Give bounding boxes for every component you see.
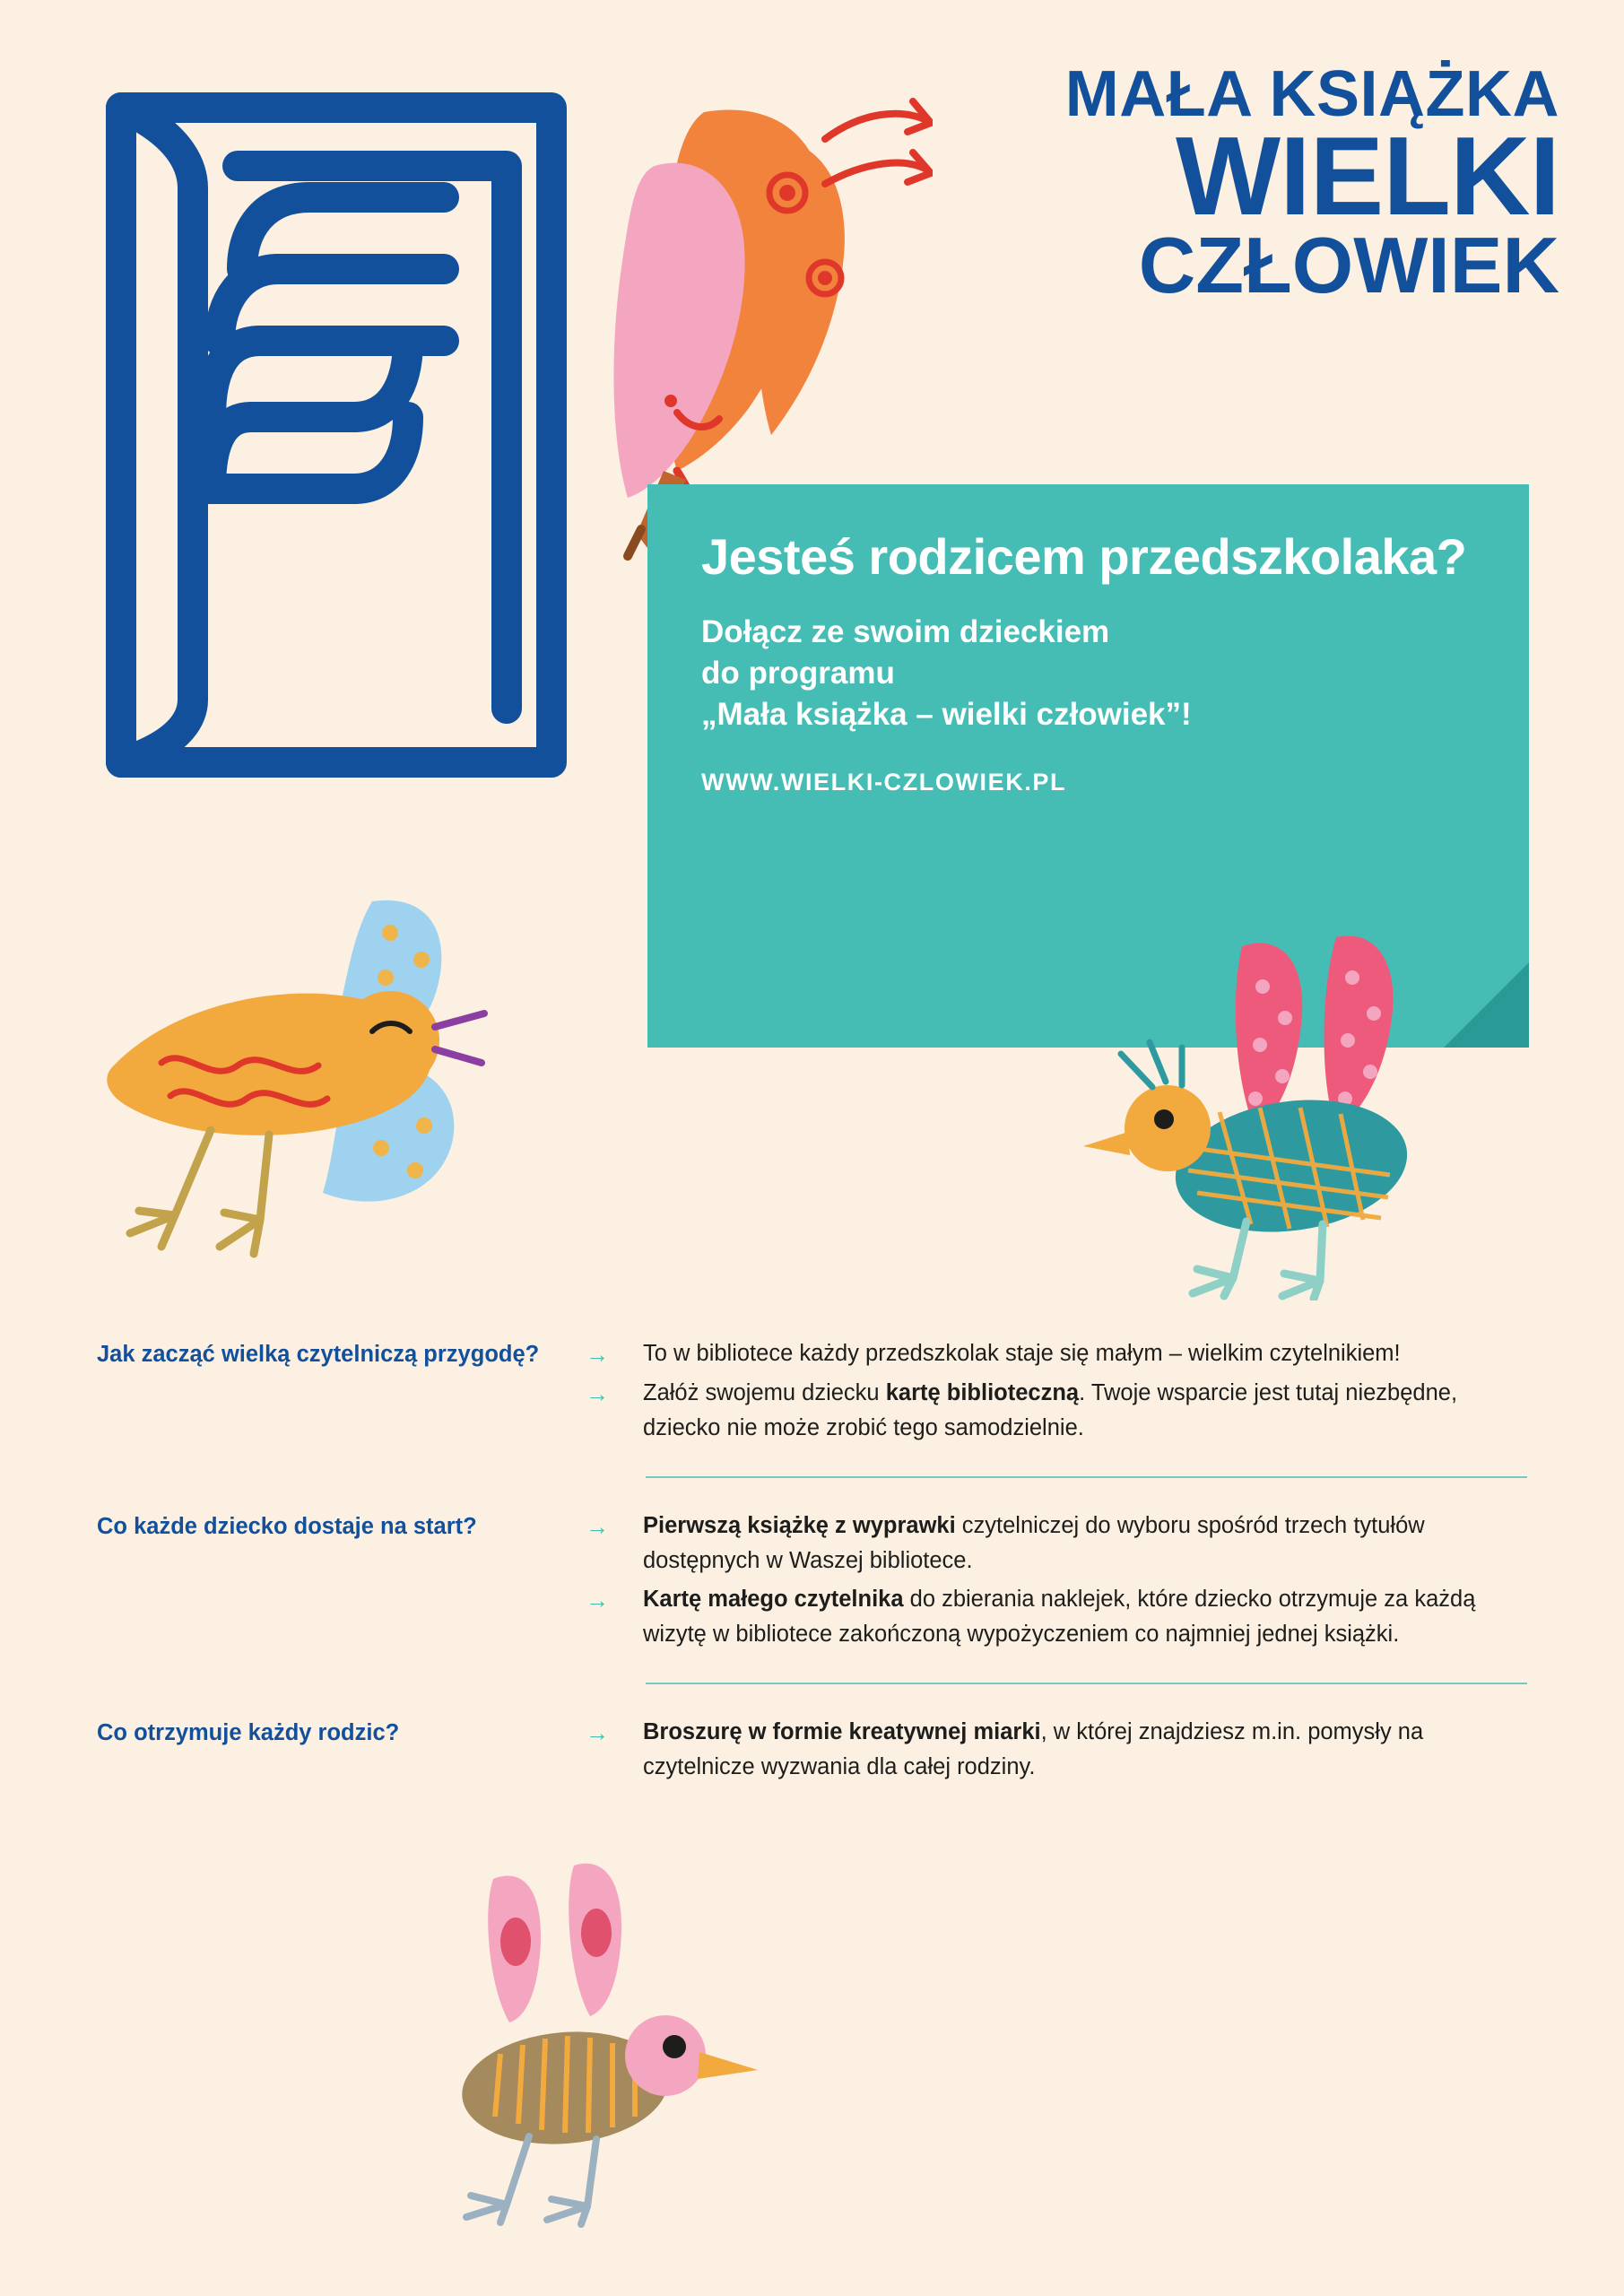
qa-answer-item bbox=[586, 1582, 1527, 1652]
arrow-right-icon: → bbox=[586, 1587, 609, 1613]
qa-answer-item bbox=[586, 1336, 1527, 1372]
qa-row bbox=[97, 1509, 1527, 1679]
arrow-right-icon: → bbox=[586, 1513, 609, 1540]
qa-answer-text: To w bibliotece każdy przedszkolak staje się małym – wielkim czytelnikiem! bbox=[643, 1341, 1401, 1366]
qa-answer-item bbox=[586, 1715, 1527, 1785]
divider bbox=[646, 1683, 1527, 1684]
qa-answer-text: Broszurę w formie kreatywnej miarki, w której znajdziesz m.in. pomysły na czytelnicze wyzwania dla całej rodziny. bbox=[643, 1719, 1424, 1779]
info-panel-content bbox=[701, 527, 1484, 796]
bird-pink-rabbit-ears-icon bbox=[430, 1848, 771, 2233]
qa-answer-text: Pierwszą książkę z wyprawki czytelniczej do wyboru spośród trzech tytułów dostępnych w Waszej bibliotece. bbox=[643, 1513, 1425, 1573]
title-line-1: MAŁA KSIĄŻKA bbox=[1064, 58, 1559, 130]
program-url[interactable]: WWW.WIELKI-CZLOWIEK.PL bbox=[701, 768, 1067, 796]
qa-answers bbox=[586, 1509, 1527, 1656]
panel-subtext-line-2: do programu bbox=[701, 656, 895, 691]
qa-answer-text: Załóż swojemu dziecku kartę biblioteczną. Twoje wsparcie jest tutaj niezbędne, dziecko nie może zrobić tego samodzielnie. bbox=[643, 1380, 1458, 1440]
qa-question: Co otrzymuje każdy rodzic? bbox=[97, 1720, 400, 1745]
arrow-right-icon: → bbox=[586, 1719, 609, 1746]
panel-subtext-line-3: „Mała książka – wielki człowiek”! bbox=[701, 697, 1192, 733]
panel-subtext-line-1: Dołącz ze swoim dzieckiem bbox=[701, 614, 1110, 650]
qa-row bbox=[97, 1336, 1527, 1473]
book-with-hand-icon bbox=[85, 81, 623, 888]
divider bbox=[646, 1476, 1527, 1478]
panel-heading: Jesteś rodzicem przedszkolaka? bbox=[701, 528, 1467, 585]
page-title bbox=[1003, 58, 1559, 310]
qa-answers bbox=[586, 1336, 1527, 1449]
qa-row bbox=[97, 1715, 1527, 1812]
title-line-2: WIELKI bbox=[1176, 115, 1559, 239]
qa-answer-item bbox=[586, 1376, 1527, 1446]
bird-pink-feathers-icon bbox=[1067, 924, 1498, 1300]
bird-orange-blue-wing-icon bbox=[76, 861, 596, 1265]
qa-section bbox=[97, 1336, 1527, 1812]
qa-question: Jak zacząć wielką czytelniczą przygodę? bbox=[97, 1342, 540, 1367]
panel-subtext bbox=[701, 612, 1484, 736]
qa-answer-text: Kartę małego czytelnika do zbierania naklejek, które dziecko otrzymuje za każdą wizytę w bibliotece zakończoną wypożyczeniem co najmniej jednej książki. bbox=[643, 1587, 1476, 1647]
title-line-3: CZŁOWIEK bbox=[1138, 221, 1559, 310]
arrow-right-icon: → bbox=[586, 1341, 609, 1368]
qa-question: Co każde dziecko dostaje na start? bbox=[97, 1514, 477, 1539]
qa-answer-item bbox=[586, 1509, 1527, 1578]
arrow-right-icon: → bbox=[586, 1380, 609, 1407]
qa-answers bbox=[586, 1715, 1527, 1788]
